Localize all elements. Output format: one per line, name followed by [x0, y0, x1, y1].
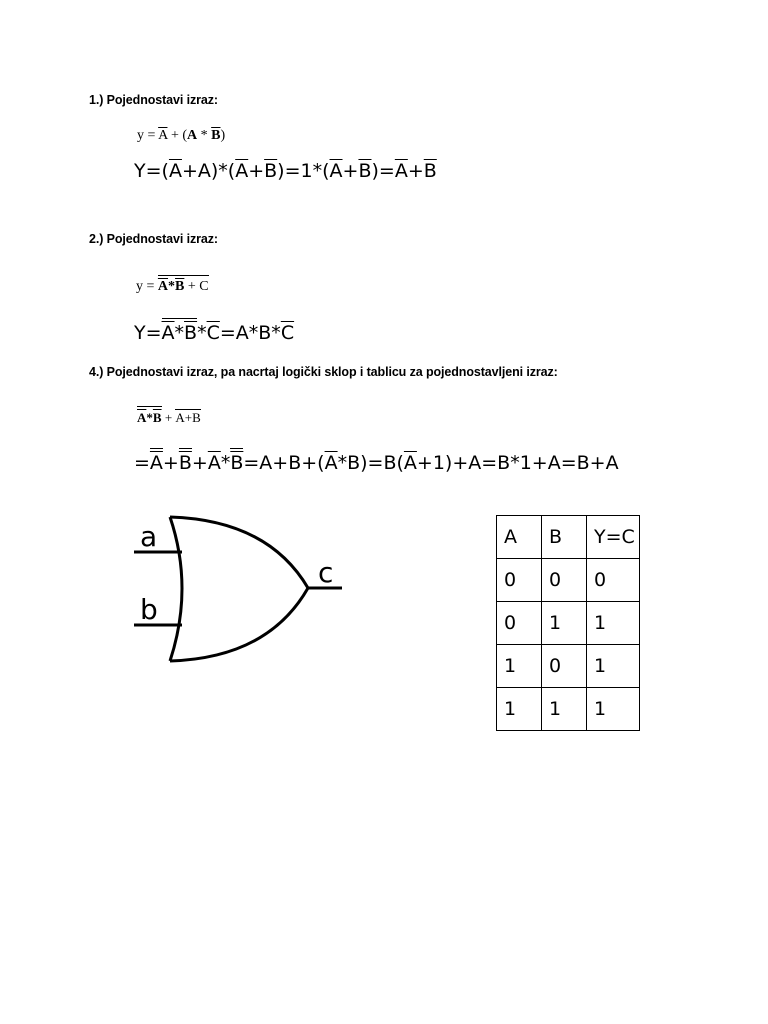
- or-gate-label-b: b: [140, 593, 158, 626]
- task1-sol-a-bar: $\overline{A}$: [329, 160, 343, 182]
- task4-expr-b2-bar: $\overline{B}$: [192, 410, 201, 425]
- task1-sol-part: )=: [371, 160, 395, 182]
- task4-heading: 4.) Pojednostavi izraz, pa nacrtaj logički sklop i tablicu za pojednostavljeni izraz:: [89, 365, 558, 379]
- task1-printed-expression: [137, 128, 225, 144]
- truth-table-cell: 0: [497, 602, 542, 645]
- task4-expr-a2: A: [175, 410, 185, 425]
- task2-sol-part: Y=: [134, 322, 162, 344]
- task4-expr-plus2: +: [184, 410, 193, 425]
- task4-sol-part: *: [220, 452, 231, 474]
- truth-table-row: [497, 645, 640, 688]
- task4-sol-double-a: [150, 452, 163, 474]
- task2-expr-double-bar-group: [158, 279, 209, 295]
- task2-expr-lhs: y =: [136, 279, 158, 294]
- truth-table-cell: 0: [542, 559, 587, 602]
- task1-sol-part: +: [248, 160, 265, 182]
- task2-expr-a: $\overline{A}$: [157, 279, 169, 294]
- truth-table: [496, 515, 640, 731]
- or-gate-diagram: [128, 508, 358, 668]
- task1-heading: 1.) Pojednostavi izraz:: [89, 93, 218, 107]
- truth-table-cell: 0: [587, 559, 640, 602]
- task1-sol-a-bar: $\overline{A}$: [235, 160, 249, 182]
- task2-sol-b: $\overline{B}$: [184, 322, 198, 344]
- task4-expr-group2: [175, 410, 200, 426]
- task2-sol-times: *: [174, 322, 185, 344]
- task4-sol-a-bar: $\overline{A}$: [324, 452, 338, 474]
- truth-table-header-cell: A: [497, 516, 542, 559]
- task1-sol-part: )=1*(: [277, 160, 330, 182]
- task2-sol-a: $\overline{A}$: [161, 322, 175, 344]
- task2-printed-expression: [136, 279, 209, 295]
- or-gate-label-c: c: [318, 556, 334, 589]
- task4-sol-part: *B)=B(: [337, 452, 404, 474]
- truth-table-cell: 1: [542, 602, 587, 645]
- task4-expr-b: $\overline{B}$: [152, 410, 162, 425]
- task1-sol-b-bar: $\overline{B}$: [264, 160, 278, 182]
- or-gate-label-a: a: [140, 520, 158, 553]
- task2-sol-c-bar: $\overline{C}$: [206, 322, 220, 344]
- truth-table-row: [497, 602, 640, 645]
- or-gate-top-curve: [170, 517, 308, 588]
- task1-expr-plus: + (: [167, 128, 188, 143]
- task4-sol-b2: $\overline{B}$: [230, 452, 244, 474]
- task1-expr-a: A: [187, 128, 198, 143]
- task1-sol-part: +: [342, 160, 359, 182]
- task1-sol-part: Y=(: [134, 160, 169, 182]
- task4-sol-b: $\overline{B}$: [178, 452, 192, 474]
- task4-sol-a-bar: $\overline{A}$: [403, 452, 417, 474]
- truth-table-header-row: [497, 516, 640, 559]
- task4-expr-a: $\overline{A}$: [137, 410, 147, 425]
- task2-solution: [134, 322, 294, 344]
- task1-expr-a-bar: $\overline{A}$: [158, 128, 168, 143]
- truth-table-row: [497, 559, 640, 602]
- truth-table-cell: 1: [542, 688, 587, 731]
- task1-sol-b-bar: $\overline{B}$: [358, 160, 372, 182]
- task4-sol-part: +: [162, 452, 179, 474]
- task1-sol-part: +A)*(: [181, 160, 236, 182]
- truth-table-header-cell: Y=C: [587, 516, 640, 559]
- task4-sol-part: =: [134, 452, 150, 474]
- task1-expr-times: *: [197, 128, 212, 143]
- task4-solution: [134, 452, 619, 474]
- task4-sol-double-b2: [230, 452, 243, 474]
- truth-table-cell: 0: [497, 559, 542, 602]
- task4-printed-expression: [137, 410, 201, 426]
- task4-sol-part: +1)+A=B*1+A=B+A: [416, 452, 619, 474]
- task2-sol-c-bar: $\overline{C}$: [280, 322, 295, 344]
- truth-table-cell: 0: [542, 645, 587, 688]
- task2-expr-b: $\overline{B}$: [175, 279, 185, 294]
- task4-sol-double-b: [179, 452, 192, 474]
- task2-expr-times: *: [168, 279, 176, 294]
- task4-sol-part: =A+B+(: [243, 452, 325, 474]
- task4-expr-group1: [137, 410, 162, 426]
- or-gate-bottom-curve: [170, 588, 308, 661]
- or-gate-back-curve: [170, 517, 182, 661]
- task2-sol-times: *: [197, 322, 207, 344]
- task4-sol-a-bar: $\overline{A}$: [207, 452, 221, 474]
- truth-table-cell: 1: [497, 645, 542, 688]
- task1-solution: [134, 160, 437, 182]
- truth-table-cell: 1: [497, 688, 542, 731]
- task1-expr-lhs: y =: [137, 128, 159, 143]
- task4-sol-a: $\overline{A}$: [149, 452, 163, 474]
- task4-expr-times: *: [146, 410, 153, 425]
- task4-sol-part: +: [191, 452, 208, 474]
- task4-expr-plus: +: [161, 410, 176, 425]
- task1-sol-a-bar: $\overline{A}$: [168, 160, 182, 182]
- task1-expr-close: ): [220, 128, 226, 143]
- task2-sol-part: =A*B*: [219, 322, 281, 344]
- truth-table-cell: 1: [587, 645, 640, 688]
- task2-heading: 2.) Pojednostavi izraz:: [89, 232, 218, 246]
- task2-expr-rest: + C: [184, 279, 209, 294]
- truth-table-row: [497, 688, 640, 731]
- truth-table-header-cell: B: [542, 516, 587, 559]
- truth-table-cell: 1: [587, 602, 640, 645]
- task1-sol-part: +: [407, 160, 424, 182]
- task2-sol-double-bar-group: [162, 322, 198, 344]
- task1-expr-b-bar: $\overline{B}$: [211, 128, 221, 143]
- truth-table-cell: 1: [587, 688, 640, 731]
- task1-sol-b-bar: $\overline{B}$: [423, 160, 437, 182]
- task1-sol-a-bar: $\overline{A}$: [394, 160, 408, 182]
